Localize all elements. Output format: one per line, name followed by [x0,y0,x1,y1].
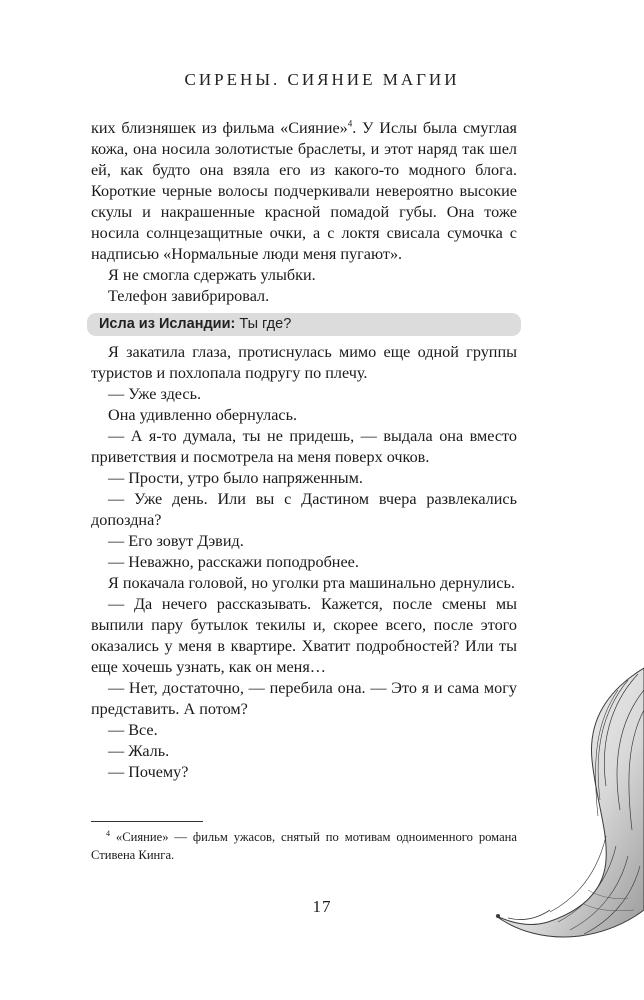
paragraph-text: . У Ислы была смуглая кожа, она носила золотистые браслеты, и этот наряд так шел ей, как будто она взяла его из какого-то модного блога. Короткие черные волосы подчеркивали невероятно высокие скулы и накрашенные красной помадой губы. Она тоже носила солнцезащитные очки, а с локтя свисала сумочка с надписью «Нормальные люди меня пугают». [91,119,517,263]
paragraph-text: ких близняшек из фильма «Сияние» [91,119,348,137]
page-number: 17 [312,897,332,916]
main-text [91,118,517,783]
footnote-divider [91,821,203,822]
paragraph: — Все. [108,721,158,739]
paragraph: — Жаль. [108,742,170,760]
paragraph: — Почему? [108,763,189,781]
paragraph: — Нет, достаточно, — перебила она. — Это я и сама могу представить. А потом? [91,679,517,718]
message-text: Ты где? [235,316,292,332]
running-title: СИРЕНЫ. СИЯНИЕ МАГИИ [184,70,460,89]
paragraph: — Неважно, расскажи поподробнее. [108,553,359,571]
footnote-marker: 4 [106,828,110,838]
paragraph: — Прости, утро было напряженным. [108,469,363,487]
paragraph [91,118,517,265]
paragraph: — Да нечего рассказывать. Кажется, после смены мы выпили пару бутылок текилы и, скорее всего, после этого оказались у меня в квартире. Хватит подробностей? Или ты еще хочешь узнать, как он меня… [91,595,517,676]
footnote-text: «Сияние» — фильм ужасов, снятый по мотивам одноименного романа Стивена Кинга. [91,830,517,862]
paragraph: Я закатила глаза, протиснулась мимо еще одной группы туристов и похлопала подругу по плечу. [91,343,517,382]
message-bubble [87,313,521,336]
paragraph: Я не смогла сдержать улыбки. [108,266,316,284]
paragraph: Телефон завибрировал. [108,287,270,305]
fish-fin-illustration-icon [488,660,644,960]
paragraph: Она удивленно обернулась. [108,406,298,424]
paragraph: — Его зовут Дэвид. [108,532,244,550]
paragraph: — А я-то думала, ты не придешь, — выдала она вместо приветствия и посмотрела на меня поверх очков. [91,427,517,466]
message-sender: Исла из Исландии: [99,316,236,332]
footnote-body [91,828,517,864]
paragraph: — Уже день. Или вы с Дастином вчера развлекались допоздна? [91,490,517,529]
footnote [91,828,517,864]
paragraph: Я покачала головой, но уголки рта машинально дернулись. [108,574,515,592]
paragraph: — Уже здесь. [108,385,202,403]
footnote-reference: 4 [347,118,353,129]
